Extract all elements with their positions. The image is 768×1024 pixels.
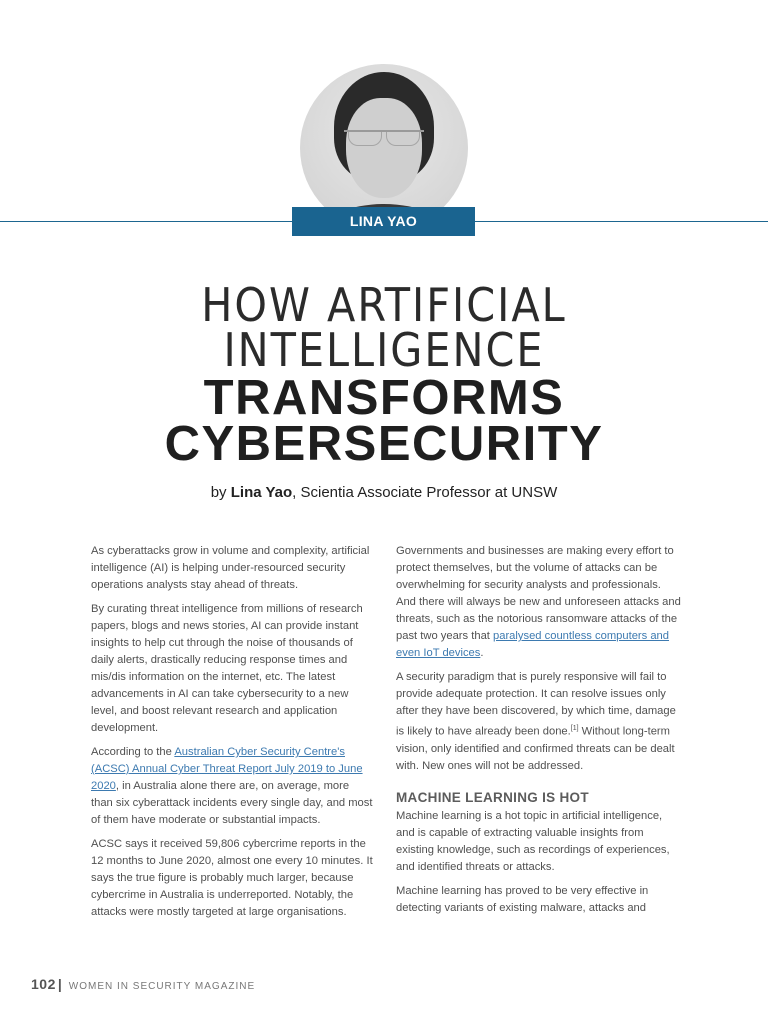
article-right-column [396, 543, 681, 924]
byline [0, 484, 768, 501]
title-line-4: CYBERSECURITY [164, 417, 604, 471]
paragraph: By curating threat intelligence from millions of research papers, blogs and news stories, AI can provide instant insights to help cut through the noise of thousands of daily alerts, drastically reducing response times and mis/dis information on the internet, etc. The latest advancements in AI can take cybersecurity to a new level, and boost relevant research and application development. [91, 603, 363, 734]
paragraph-text: . [480, 647, 484, 659]
author-name-tag: LINA YAO [292, 207, 475, 236]
paragraph: Machine learning is a hot topic in artificial intelligence, and is capable of extracting valuable insights from existing knowledge, such as recordings of experiences, and identified threats or attacks. [396, 809, 670, 873]
byline-author: Lina Yao [230, 484, 293, 501]
paragraph [396, 669, 681, 775]
paragraph: As cyberattacks grow in volume and complexity, artificial intelligence (AI) is helping under-resourced security operations analysts stay ahead of threats. [91, 545, 370, 591]
paragraph: ACSC says it received 59,806 cybercrime reports in the 12 months to June 2020, almost one every 10 minutes. It says the true figure is probably much larger, because cybercrime in Australia is underreported. Notably, the attacks were mostly targeted at large organisations. [91, 838, 373, 918]
ransomware-iot-link[interactable]: paralysed countless computers and even IoT devices [396, 630, 670, 659]
footer-separator: | [57, 976, 63, 992]
title-line-2: INTELLIGENCE [223, 323, 545, 377]
paragraph-text: Governments and businesses are making every effort to protect themselves, but the volume of attacks can be overwhelming for security analysts and professionals. And there will always be new and unforeseen attacks and threats, such as the notorious ransomware attacks of the past two years that [396, 545, 681, 642]
page-number: 102 [31, 976, 56, 992]
paragraph-text: Without long-term vision, only identified and confirmed threats can be dealt with. New ones will not be addressed. [396, 725, 675, 772]
paragraph [91, 744, 373, 829]
footnote-reference[interactable]: [1] [570, 725, 579, 732]
paragraph-text: According to the [91, 746, 175, 758]
portrait-glasses-shape [344, 130, 424, 148]
page-footer [31, 976, 255, 992]
paragraph-text: A security paradigm that is purely responsive will fail to provide adequate protection. It can resolve issues only after they have been discovered, by which time, damage is likely to have already been done. [396, 671, 676, 738]
title-line-3: TRANSFORMS [203, 371, 565, 425]
byline-prefix: by [210, 484, 231, 501]
byline-affiliation: , Scientia Associate Professor at UNSW [292, 484, 558, 501]
title-line-1: HOW ARTIFICIAL [201, 278, 567, 332]
paragraph [396, 543, 681, 662]
acsc-report-link[interactable]: Australian Cyber Security Centre's (ACSC) Annual Cyber Threat Report July 2019 to June 2020 [91, 746, 363, 792]
paragraph-text: , in Australia alone there are, on average, more than six cyberattack incidents every single day, and most of them have moderate or substantial impacts. [91, 780, 373, 826]
section-heading: MACHINE LEARNING IS HOT [396, 789, 589, 805]
publication-name: WOMEN IN SECURITY MAGAZINE [68, 981, 256, 992]
article-left-column [91, 543, 373, 928]
paragraph: Machine learning has proved to be very effective in detecting variants of existing malware, attacks and [396, 884, 649, 914]
portrait-face-shape [346, 98, 422, 198]
